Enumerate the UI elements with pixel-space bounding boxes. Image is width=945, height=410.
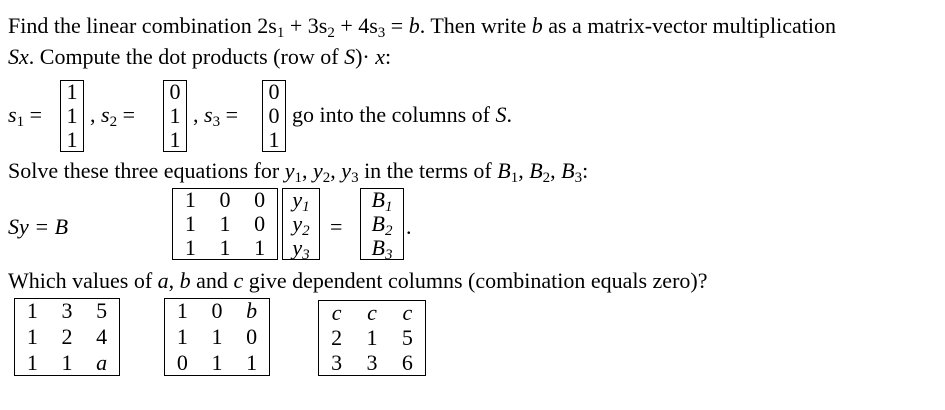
- var-y: y: [284, 158, 295, 183]
- var-b: b: [179, 268, 191, 293]
- text: Find the linear combination: [8, 13, 258, 38]
- equals: =: [330, 214, 343, 239]
- var-a: a: [157, 268, 169, 293]
- s1-label: [8, 102, 42, 128]
- cell: $B_2$: [371, 211, 393, 239]
- var-s: s: [101, 102, 110, 127]
- cell: 1: [268, 127, 280, 152]
- term: 2s: [257, 13, 277, 38]
- cell: c: [331, 299, 342, 325]
- sub: 2: [542, 170, 551, 186]
- text: . Compute the dot products (row of: [28, 44, 345, 69]
- cell: 1: [211, 324, 223, 349]
- text: in the terms of: [358, 158, 498, 183]
- text: :: [582, 158, 589, 183]
- term: + 4s: [334, 13, 378, 38]
- text: and: [190, 268, 234, 293]
- var-S: S: [495, 102, 507, 127]
- cell: c: [402, 299, 413, 325]
- s2-label: [90, 102, 135, 128]
- cell: $y_1$: [292, 187, 310, 215]
- sub: 2: [327, 25, 335, 41]
- cell: 1: [184, 235, 196, 260]
- sub: 3: [212, 114, 221, 130]
- text: :: [384, 44, 392, 69]
- s1-vector: [60, 80, 84, 152]
- math-2s: [257, 13, 277, 38]
- cell: a: [96, 350, 108, 375]
- problem-line-6: [8, 268, 708, 294]
- text: give dependent columns (combination equals zero)?: [243, 268, 708, 293]
- s2-vector: [163, 80, 187, 152]
- b-vector: [360, 187, 404, 263]
- cell: 1: [66, 79, 78, 104]
- sub: 1: [510, 170, 519, 186]
- cell: 1: [61, 350, 73, 375]
- cell: b: [246, 298, 258, 323]
- cell: 0: [211, 298, 223, 323]
- cell: $B_3$: [371, 235, 393, 263]
- cell: 0: [246, 324, 258, 349]
- problem-line-2: [8, 44, 391, 70]
- cell: 1: [219, 235, 231, 260]
- equals: =: [122, 102, 135, 127]
- var-b: b: [408, 13, 420, 38]
- text: go into the columns of: [292, 102, 496, 127]
- cell: 1: [219, 211, 231, 236]
- cell: c: [367, 299, 377, 325]
- var-B: B: [497, 158, 511, 183]
- var-y: y: [341, 158, 352, 183]
- sub: 3: [377, 25, 386, 41]
- term: + 3s: [284, 13, 328, 38]
- var-c: c: [233, 268, 244, 293]
- equals: =: [385, 13, 409, 38]
- sub: 1: [294, 170, 303, 186]
- comma: ,: [90, 102, 96, 127]
- cell: 3: [331, 350, 343, 376]
- text: Which values of: [8, 268, 158, 293]
- cell: 0: [254, 187, 266, 212]
- sub: 1: [16, 114, 25, 130]
- cell: 1: [176, 324, 188, 349]
- text: ,: [168, 268, 180, 293]
- matrix-a: [14, 298, 120, 376]
- system-matrix: [172, 188, 278, 260]
- equals: =: [225, 102, 238, 127]
- s3-label: [193, 102, 238, 128]
- text: .: [506, 102, 512, 127]
- var-Sx: Sx: [8, 44, 29, 69]
- cell: 3: [61, 298, 73, 323]
- system-label: Sy = B: [8, 214, 69, 239]
- cell: 6: [401, 350, 413, 376]
- matrix-c: [318, 300, 426, 376]
- cell: 1: [184, 187, 196, 212]
- problem-line-1: [8, 13, 836, 39]
- var-x: x: [375, 44, 385, 69]
- cell: 0: [254, 211, 266, 236]
- cell: 1: [169, 103, 181, 128]
- sub: 1: [276, 25, 285, 41]
- var-s: s: [8, 102, 17, 127]
- cell: 0: [268, 103, 280, 128]
- y-vector: [282, 187, 320, 263]
- cell: 1: [169, 127, 181, 152]
- cell: 0: [268, 79, 280, 104]
- cell: 1: [184, 211, 196, 236]
- cell: 0: [219, 187, 231, 212]
- s3-vector: [262, 80, 286, 152]
- var-b: b: [531, 13, 543, 38]
- problem-line-4: Solve these three equations for $y_1$, $y_2$, $y_3$ in the terms of $B_1$, $B_2$, $B_3$:: [8, 158, 589, 186]
- cell: 1: [176, 298, 188, 323]
- var-B: B: [529, 158, 543, 183]
- cell: 5: [96, 298, 108, 323]
- cell: 1: [254, 235, 266, 260]
- sub: 2: [322, 170, 331, 186]
- cell: 5: [401, 324, 413, 350]
- text: )·: [355, 44, 376, 69]
- cell: 0: [176, 350, 188, 375]
- equals: =: [29, 102, 42, 127]
- cell: 1: [66, 103, 78, 128]
- cell: 4: [96, 324, 108, 349]
- vectors-tail: [292, 102, 512, 128]
- comma: ,: [193, 102, 199, 127]
- var-B: B: [561, 158, 575, 183]
- cell: 1: [246, 350, 258, 375]
- var-S: S: [344, 44, 356, 69]
- text: as a matrix-vector multiplication: [542, 13, 836, 38]
- cell: 2: [331, 324, 343, 350]
- period: .: [406, 214, 412, 239]
- var-y: y: [313, 158, 323, 183]
- cell: 2: [61, 324, 73, 349]
- text: Solve these three equations for: [8, 158, 285, 183]
- cell: $y_2$: [292, 211, 310, 239]
- cell: $y_3$: [292, 235, 310, 263]
- cell: 1: [26, 350, 38, 375]
- cell: 1: [26, 324, 38, 349]
- cell: $B_1$: [371, 187, 393, 215]
- sub: 3: [351, 170, 359, 186]
- cell: 1: [366, 324, 378, 350]
- cell: 1: [211, 350, 223, 375]
- sub: 2: [109, 114, 118, 130]
- text: . Then write: [419, 13, 532, 38]
- cell: 0: [169, 79, 181, 104]
- var-s: s: [204, 102, 213, 127]
- cell: 3: [366, 350, 378, 376]
- cell: 1: [66, 127, 78, 152]
- matrix-b: [164, 298, 270, 376]
- cell: 1: [26, 298, 38, 323]
- sub: 3: [574, 170, 583, 186]
